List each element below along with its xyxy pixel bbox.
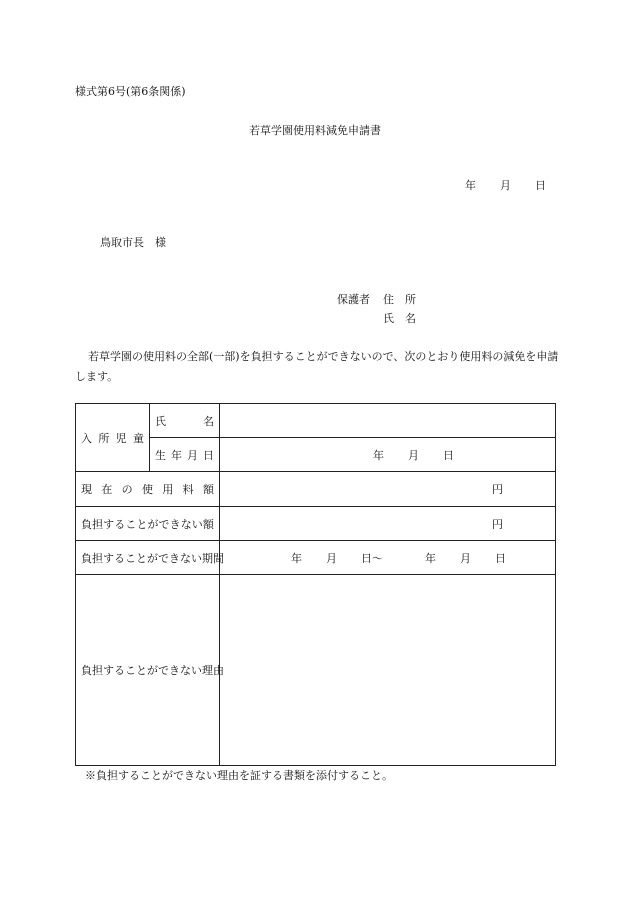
form-number: 様式第6号(第6条関係) bbox=[75, 85, 186, 98]
current-fee-label: 現 在 の 使 用 料 額 bbox=[81, 483, 214, 496]
birth-day: 日 bbox=[443, 448, 454, 462]
body-text: 若草学園の使用料の全部(一部)を負担することができないので、次のとおり使用料の減免を申請します。 bbox=[75, 350, 559, 383]
name-label-cell bbox=[150, 404, 220, 438]
addressee: 鳥取市長 様 bbox=[100, 236, 166, 249]
birth-year: 年 bbox=[373, 448, 384, 462]
current-fee-yen: 円 bbox=[492, 483, 503, 496]
birth-label: 生 年 月 日 bbox=[155, 448, 214, 462]
period-value-cell[interactable] bbox=[220, 541, 556, 575]
period-end-year: 年 bbox=[425, 551, 436, 565]
child-name-value[interactable] bbox=[220, 404, 556, 438]
period-label: 負 担 す る こ と が で き な い 期 間 bbox=[81, 551, 224, 565]
period-start-year: 年 bbox=[291, 551, 302, 565]
date-day: 日 bbox=[535, 179, 546, 192]
period-end-month: 月 bbox=[460, 551, 471, 565]
document-title: 若草学園使用料減免申請書 bbox=[249, 124, 381, 137]
unpayable-amount-label-cell bbox=[76, 507, 220, 541]
period-start-day: 日〜 bbox=[361, 551, 383, 565]
reason-label-cell bbox=[76, 575, 224, 766]
current-fee-value[interactable] bbox=[220, 472, 556, 507]
date-line bbox=[465, 180, 546, 191]
footnote: ※負担することができない理由を証する書類を添付すること。 bbox=[85, 769, 393, 782]
unpayable-amount-label: 負 担 す る こ と が で き な い 額 bbox=[81, 517, 214, 531]
birth-value-cell[interactable] bbox=[220, 438, 556, 472]
birth-month: 月 bbox=[408, 448, 419, 462]
unpayable-amount-value[interactable] bbox=[220, 507, 556, 541]
child-header: 入 所 児 童 bbox=[81, 431, 144, 445]
reason-label: 負 担 す る こ と が で き な い 理 由 bbox=[81, 664, 224, 677]
period-label-cell bbox=[76, 541, 224, 575]
date-month: 月 bbox=[500, 179, 511, 192]
guardian-label: 保護者 bbox=[337, 293, 370, 306]
date-year: 年 bbox=[465, 179, 476, 192]
birth-label-cell bbox=[150, 438, 220, 472]
reason-value[interactable] bbox=[220, 575, 556, 766]
application-table bbox=[75, 403, 556, 766]
current-fee-label-cell bbox=[76, 472, 220, 507]
name-label: 氏 名 bbox=[383, 312, 416, 325]
unpayable-amount-yen: 円 bbox=[492, 517, 503, 531]
period-end-day: 日 bbox=[495, 551, 506, 565]
period-start-month: 月 bbox=[326, 551, 337, 565]
child-header-cell bbox=[76, 404, 150, 472]
child-name-label: 氏 名 bbox=[155, 414, 214, 428]
address-label: 住 所 bbox=[383, 293, 416, 306]
